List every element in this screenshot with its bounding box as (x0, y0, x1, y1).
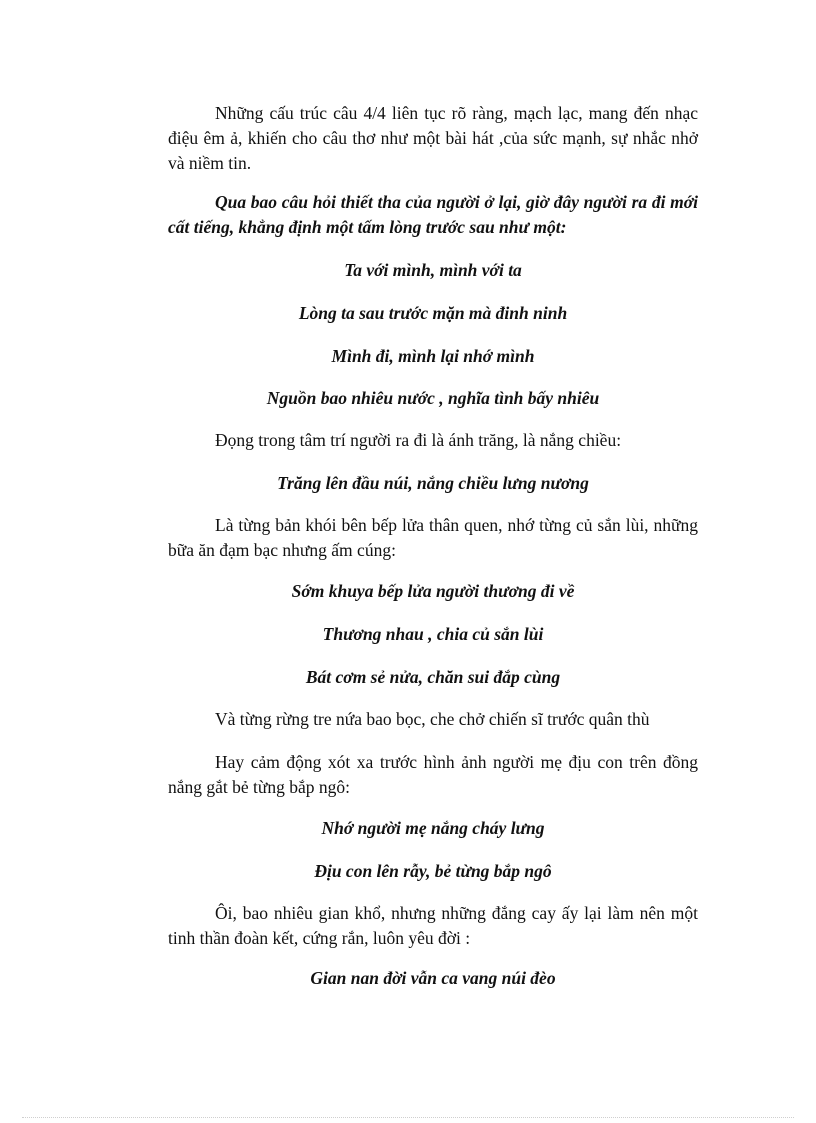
verse-line: Thương nhau , chia củ sắn lùi (322, 624, 544, 644)
paragraph-smoke: Là từng bản khói bên bếp lửa thân quen, nhớ từng củ sắn lùi, những bữa ăn đạm bạc nhưng ấm cúng: (168, 515, 698, 560)
verse-line: Trăng lên đầu núi, nắng chiều lưng nương (277, 473, 589, 493)
verse-line: Gian nan đời vẫn ca vang núi đèo (310, 968, 556, 988)
paragraph-hardship: Ôi, bao nhiêu gian khổ, nhưng những đắng cay ấy lại làm nên một tinh thần đoàn kết, cứng rắn, luôn yêu đời : (168, 903, 698, 948)
paragraph-intro: Qua bao câu hỏi thiết tha của người ở lại, giờ đây người ra đi mới cất tiếng, khẳng định một tấm lòng trước sau như một: (168, 192, 698, 237)
verse-line: Lòng ta sau trước mặn mà đinh ninh (298, 303, 568, 323)
paragraph-structure: Những cấu trúc câu 4/4 liên tục rõ ràng, mạch lạc, mang đến nhạc điệu êm ả, khiến cho câu thơ như một bài hát ,của sức mạnh, sự nhắc nhở và niềm tin. (168, 103, 698, 173)
verse-line: Mình đi, mình lại nhớ mình (331, 346, 535, 366)
verse-line: Sớm khuya bếp lửa người thương đi về (291, 581, 575, 601)
verse-line: Ta với mình, mình với ta (344, 260, 522, 280)
verse-line: Nguồn bao nhiêu nước , nghĩa tình bấy nhiêu (266, 388, 600, 408)
paragraph-moon: Đọng trong tâm trí người ra đi là ánh trăng, là nắng chiều: (215, 430, 622, 450)
paragraph-mother: Hay cảm động xót xa trước hình ảnh người mẹ địu con trên đồng nắng gắt bẻ từng bắp ngô: (168, 752, 698, 797)
verse-line: Nhớ người mẹ nắng cháy lưng (321, 818, 545, 838)
page-bottom-divider (22, 1117, 794, 1118)
verse-line: Bát cơm sẻ nửa, chăn sui đắp cùng (305, 667, 561, 687)
paragraph-bamboo: Và từng rừng tre nứa bao bọc, che chở chiến sĩ trước quân thù (215, 709, 650, 729)
verse-line: Địu con lên rẫy, bẻ từng bắp ngô (314, 861, 552, 881)
